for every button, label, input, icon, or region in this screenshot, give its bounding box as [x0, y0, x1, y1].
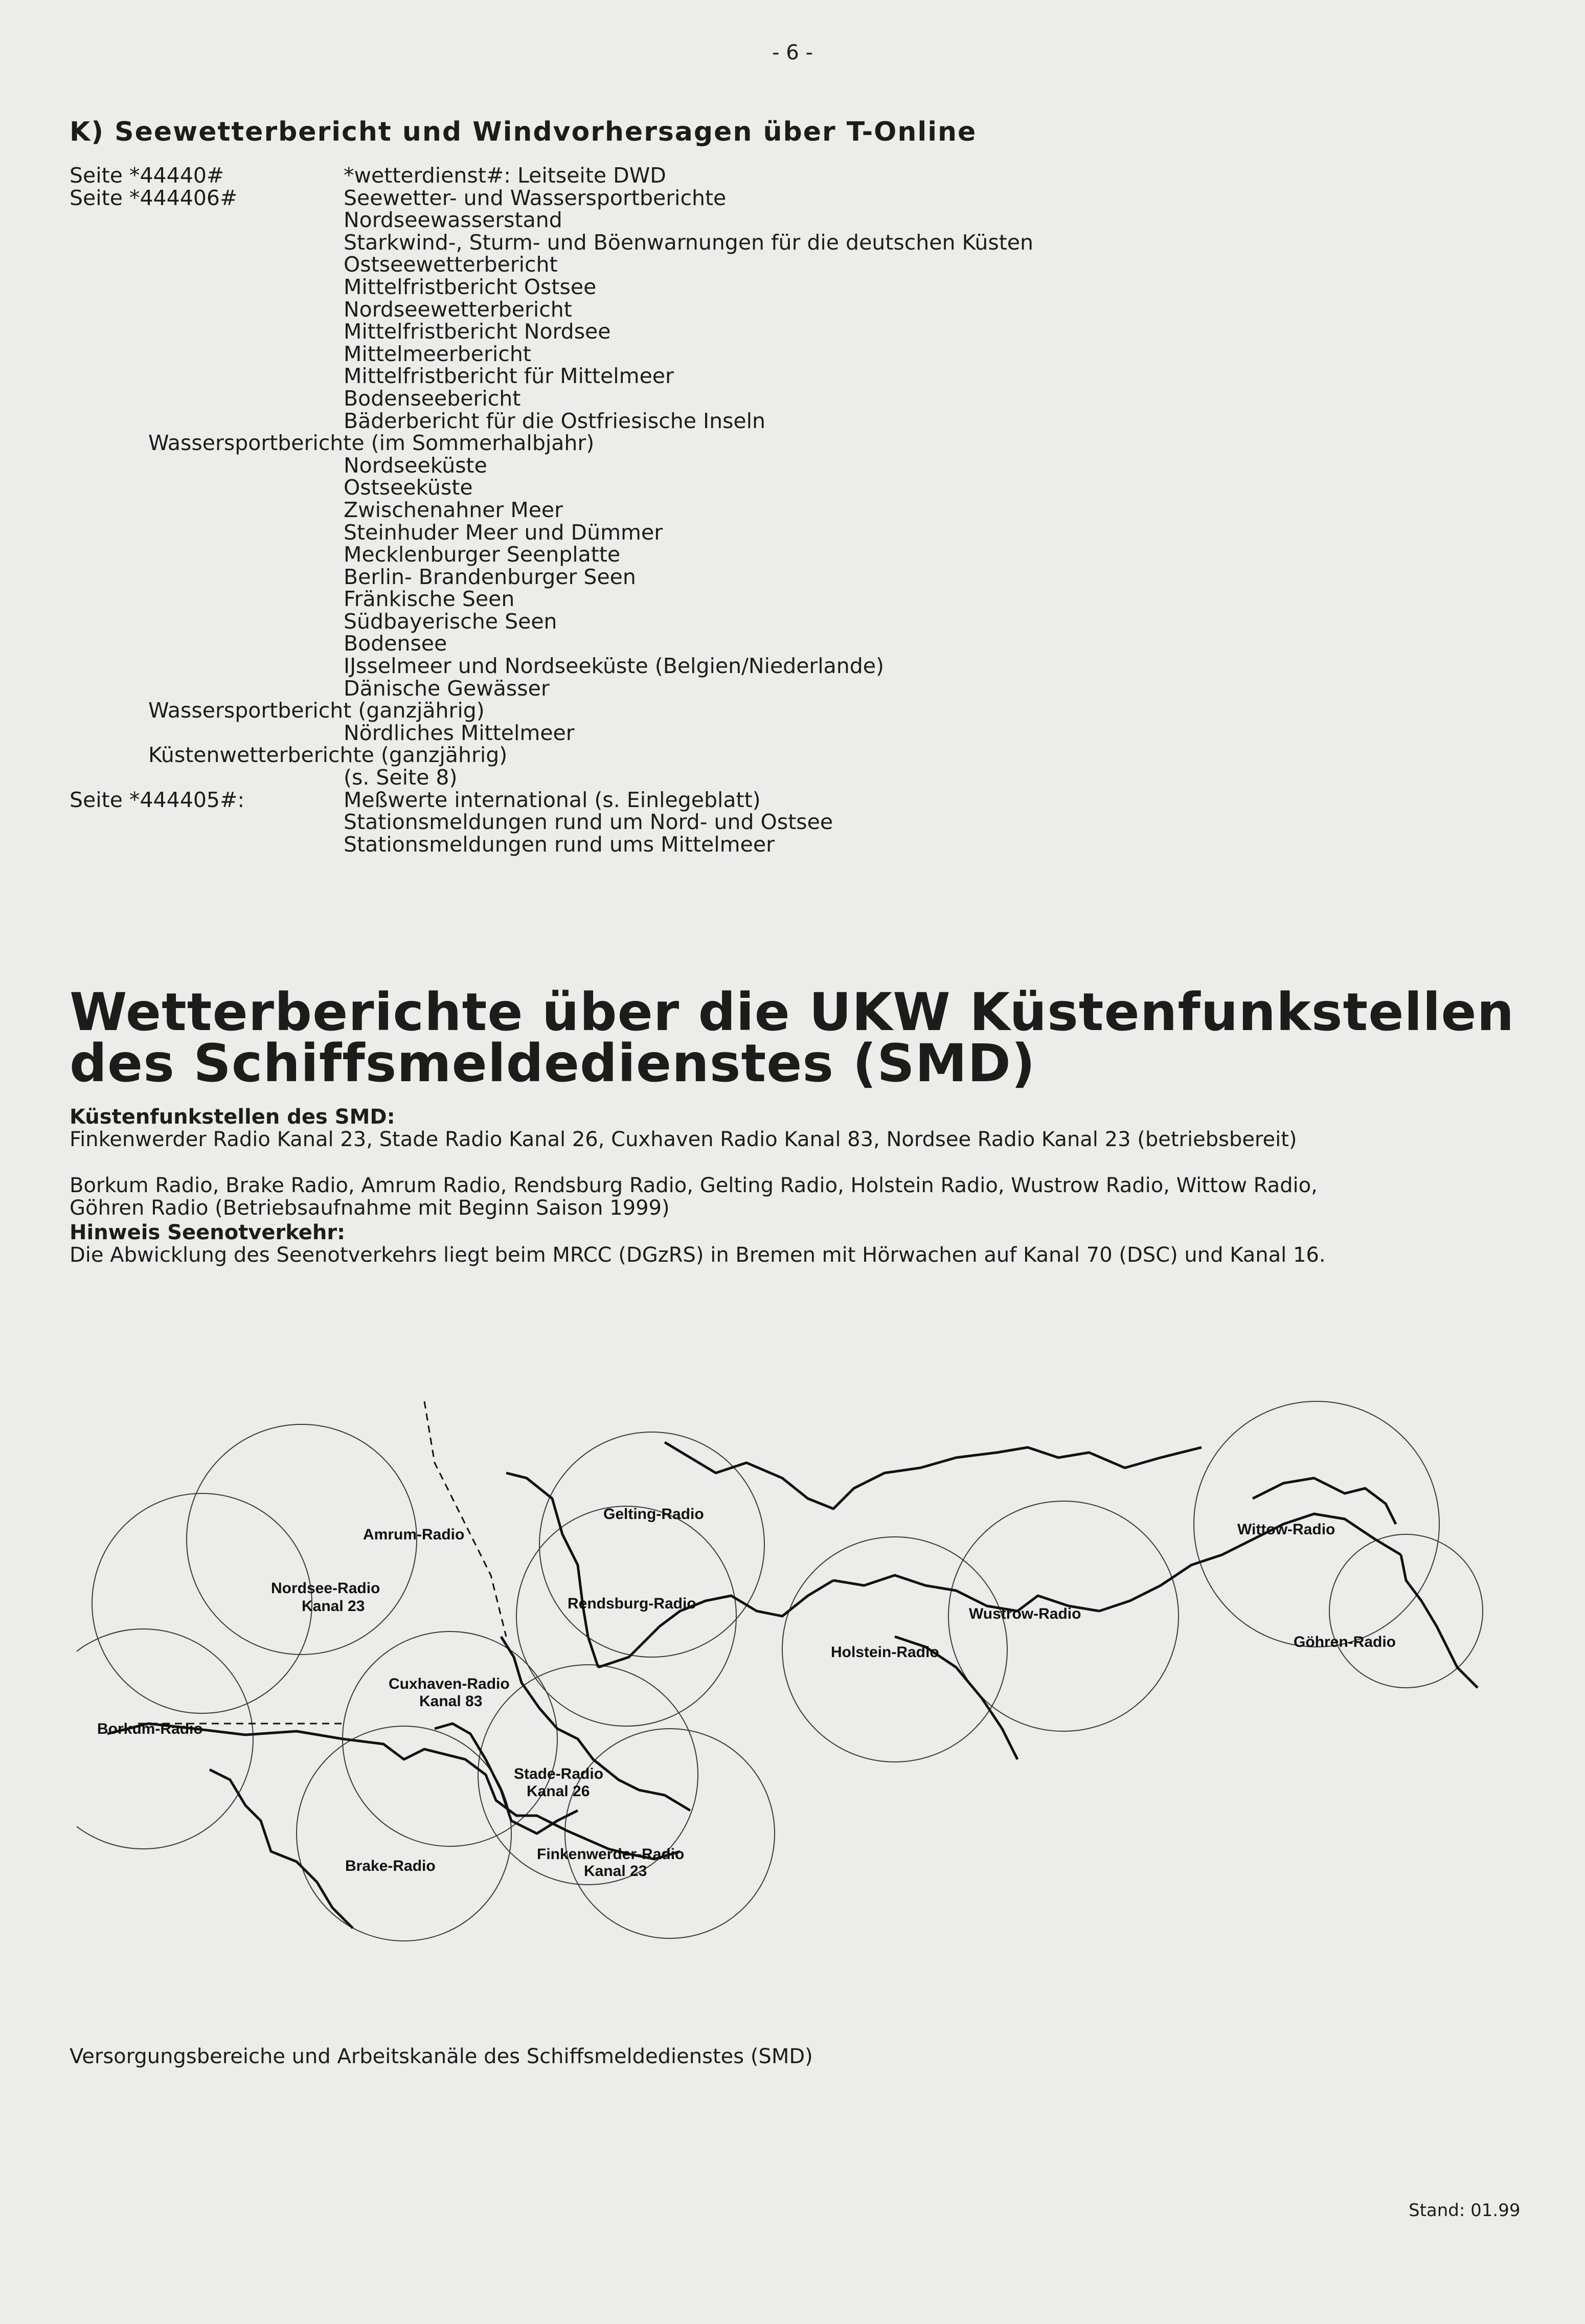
- tonline-row: [70, 388, 1033, 410]
- tonline-row: [70, 633, 1033, 655]
- tonline-row-label: [70, 276, 344, 299]
- tonline-row-text: *wetterdienst#: Leitseite DWD: [344, 163, 666, 188]
- tonline-row-label: [70, 655, 344, 678]
- tonline-row-label: Seite *44440#: [70, 163, 224, 188]
- tonline-row: [70, 209, 1033, 232]
- tonline-row: [70, 522, 1033, 544]
- coverage-circle-nordsee: [92, 1493, 312, 1713]
- tonline-row-text: (s. Seite 8): [344, 765, 458, 790]
- tonline-row-text: IJsselmeer und Nordseeküste (Belgien/Niederlande): [344, 654, 885, 679]
- tonline-row-label: [70, 678, 344, 700]
- tonline-row-text: Starkwind-, Sturm- und Böenwarnungen für die deutschen Küsten: [344, 230, 1033, 255]
- tonline-row-label: Wassersportberichte (im Sommerhalbjahr): [148, 431, 595, 456]
- tonline-row: [70, 722, 1033, 745]
- tonline-row-text: Nordseewasserstand: [344, 208, 562, 233]
- distress-heading: Hinweis Seenotverkehr:: [70, 1221, 346, 1244]
- north-sea-coast: [107, 1724, 680, 1859]
- border-dash-1: [424, 1401, 506, 1637]
- distress-text: Die Abwicklung des Seenotverkehrs liegt beim MRCC (DGzRS) in Bremen mit Hörwachen auf Kanal 70 (DSC) und Kanal 16.: [70, 1243, 1326, 1267]
- tonline-row-label: [70, 611, 344, 633]
- coverage-circles: [77, 1401, 1483, 1941]
- label-stade-2: Kanal 26: [527, 1783, 590, 1800]
- tonline-row-label: [70, 811, 344, 834]
- tonline-row: [70, 477, 1033, 499]
- tonline-row-label: [70, 834, 344, 856]
- coverage-circle-rendsburg: [516, 1506, 736, 1726]
- tonline-row-label: [70, 455, 344, 477]
- tonline-row: [70, 187, 1033, 210]
- tonline-row-label: Seite *444405#:: [70, 787, 245, 812]
- label-amrum: Amrum-Radio: [363, 1526, 465, 1543]
- tonline-row-text: Fränkische Seen: [344, 587, 515, 612]
- usedom-coast: [1401, 1555, 1478, 1688]
- tonline-page-list: [70, 165, 1033, 856]
- tonline-row-label: Küstenwetterberichte (ganzjährig): [148, 743, 508, 768]
- tonline-row: [70, 410, 1033, 433]
- page-title-line2: des Schiffsmeldedienstes (SMD): [70, 1033, 1036, 1094]
- tonline-row: [70, 544, 1033, 566]
- label-borkum: Borkum-Radio: [97, 1720, 203, 1737]
- ems-estuary: [210, 1770, 353, 1928]
- tonline-row: [70, 365, 1033, 388]
- tonline-row-label: [70, 343, 344, 366]
- tonline-row-text: Nordseeküste: [344, 453, 487, 478]
- label-nordsee-1: Nordsee-Radio: [271, 1580, 380, 1597]
- tonline-row-label: [70, 254, 344, 276]
- stations-line-1: Finkenwerder Radio Kanal 23, Stade Radio Kanal 26, Cuxhaven Radio Kanal 83, Nordsee Radio Kanal 23 (betriebsbereit): [70, 1128, 1297, 1151]
- west-coast-schleswig: [506, 1473, 598, 1667]
- tonline-row-text: Steinhuder Meer und Dümmer: [344, 520, 663, 545]
- tonline-row: [70, 276, 1033, 299]
- stand-date: Stand: 01.99: [1409, 2200, 1521, 2221]
- label-stade-1: Stade-Radio: [514, 1766, 604, 1782]
- label-finkenwerder-2: Kanal 23: [584, 1863, 647, 1880]
- coverage-map: [77, 1371, 1488, 1974]
- tonline-row: [70, 834, 1033, 856]
- stations-heading: Küstenfunkstellen des SMD:: [70, 1105, 395, 1129]
- tonline-row: [70, 432, 1033, 455]
- label-rendsburg: Rendsburg-Radio: [568, 1595, 696, 1612]
- tonline-row-label: [70, 522, 344, 544]
- tonline-row-label: [70, 477, 344, 499]
- tonline-row-text: Südbayerische Seen: [344, 609, 557, 634]
- tonline-row-label: [70, 299, 344, 321]
- tonline-row-text: Nordseewetterbericht: [344, 297, 572, 322]
- east-coast-schleswig: [598, 1580, 833, 1667]
- tonline-row: [70, 343, 1033, 366]
- tonline-row-text: Mittelfristbericht Ostsee: [344, 274, 597, 299]
- tonline-row: [70, 321, 1033, 343]
- tonline-row-text: Zwischenahner Meer: [344, 497, 563, 522]
- page-title-line1: Wetterberichte über die UKW Küstenfunkstellen: [70, 982, 1515, 1043]
- tonline-row-text: Mittelfristbericht für Mittelmeer: [344, 364, 674, 389]
- tonline-row-text: Bodenseebericht: [344, 386, 521, 411]
- tonline-row-label: [70, 209, 344, 232]
- tonline-row: [70, 254, 1033, 276]
- danish-islands: [665, 1442, 920, 1509]
- tonline-row-text: Mittelfristbericht Nordsee: [344, 319, 611, 344]
- tonline-row-label: [70, 722, 344, 745]
- tonline-row-label: [70, 588, 344, 611]
- label-cuxhaven-2: Kanal 83: [419, 1693, 483, 1710]
- tonline-row: [70, 811, 1033, 834]
- tonline-row-label: Seite *444406#: [70, 185, 238, 210]
- stations-line-2: Borkum Radio, Brake Radio, Amrum Radio, Rendsburg Radio, Gelting Radio, Holstein Radio, Wustrow Radio, Wittow Radio,: [70, 1174, 1318, 1197]
- tonline-row-text: Seewetter- und Wassersportberichte: [344, 185, 727, 210]
- tonline-row-text: Mecklenburger Seenplatte: [344, 542, 621, 567]
- tonline-row-text: Stationsmeldungen rund ums Mittelmeer: [344, 832, 775, 857]
- tonline-row-label: [70, 499, 344, 522]
- tonline-row: [70, 165, 1033, 187]
- tonline-row-text: Dänische Gewässer: [344, 676, 550, 701]
- label-holstein: Holstein-Radio: [831, 1644, 939, 1661]
- tonline-row: [70, 789, 1033, 812]
- tonline-row-label: [70, 321, 344, 343]
- tonline-row-label: [70, 410, 344, 433]
- tonline-row: [70, 455, 1033, 477]
- tonline-row: [70, 232, 1033, 254]
- map-caption: Versorgungsbereiche und Arbeitskanäle des Schiffsmeldedienstes (SMD): [70, 2045, 813, 2068]
- tonline-row-text: Meßwerte international (s. Einlegeblatt): [344, 787, 761, 812]
- tonline-row-text: Berlin- Brandenburger Seen: [344, 564, 636, 589]
- label-goehren: Göhren-Radio: [1294, 1634, 1396, 1650]
- tonline-row-text: Ostseewetterbericht: [344, 252, 558, 277]
- label-cuxhaven-1: Cuxhaven-Radio: [389, 1675, 510, 1692]
- tonline-row-label: [70, 365, 344, 388]
- tonline-row-text: Ostseeküste: [344, 475, 473, 500]
- label-nordsee-2: Kanal 23: [302, 1598, 365, 1615]
- tonline-row-text: Nördliches Mittelmeer: [344, 720, 575, 745]
- label-brake: Brake-Radio: [345, 1858, 436, 1874]
- coverage-circle-goehren: [1329, 1534, 1483, 1688]
- tonline-row-text: Bäderbericht für die Ostfriesische Inseln: [344, 408, 766, 433]
- page-title: [70, 982, 1515, 1094]
- tonline-row-label: [70, 232, 344, 254]
- label-finkenwerder-1: Finkenwerder-Radio: [537, 1846, 685, 1863]
- label-wustrow: Wustrow-Radio: [969, 1605, 1081, 1622]
- tonline-row-label: [70, 566, 344, 589]
- tonline-row: [70, 678, 1033, 700]
- tonline-row-text: Bodensee: [344, 631, 447, 656]
- coastline: [107, 1442, 1478, 1928]
- tonline-row: [70, 700, 1033, 722]
- tonline-row-label: [70, 388, 344, 410]
- coverage-circle-cuxhaven: [343, 1632, 557, 1846]
- tonline-row-label: [70, 544, 344, 566]
- tonline-row: [70, 744, 1033, 767]
- label-wittow: Wittow-Radio: [1237, 1521, 1335, 1538]
- page-number: - 6 -: [772, 41, 813, 64]
- tonline-row-text: Stationsmeldungen rund um Nord- und Ostsee: [344, 810, 833, 835]
- section-k-title: K) Seewetterbericht und Windvorhersagen über T-Online: [70, 117, 977, 147]
- tonline-row: [70, 299, 1033, 321]
- label-gelting: Gelting-Radio: [603, 1506, 704, 1523]
- tonline-row-label: [70, 767, 344, 789]
- ruegen: [1253, 1478, 1396, 1524]
- tonline-row-label: [70, 633, 344, 655]
- danish-south-coast: [920, 1447, 1202, 1468]
- stations-line-3: Göhren Radio (Betriebsaufnahme mit Beginn Saison 1999): [70, 1196, 670, 1220]
- coverage-circle-borkum: [77, 1629, 253, 1849]
- coverage-circle-finkenwerder: [565, 1729, 775, 1938]
- tonline-row: [70, 767, 1033, 789]
- tonline-row-label: Wassersportbericht (ganzjährig): [148, 698, 485, 723]
- coverage-map-svg: [77, 1371, 1488, 1974]
- tonline-row: [70, 611, 1033, 633]
- tonline-row: [70, 499, 1033, 522]
- tonline-row: [70, 566, 1033, 589]
- tonline-row-text: Mittelmeerbericht: [344, 341, 531, 366]
- tonline-row: [70, 588, 1033, 611]
- coverage-circle-gelting: [539, 1432, 764, 1657]
- tonline-row: [70, 655, 1033, 678]
